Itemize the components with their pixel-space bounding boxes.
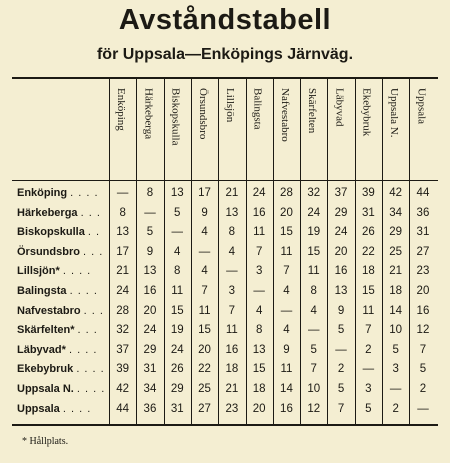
table-cell: — (307, 324, 320, 337)
table-cell: 7 (201, 285, 208, 297)
table-cell: 31 (170, 402, 184, 415)
table-row (12, 224, 438, 243)
column-header (164, 79, 191, 180)
table-cell: 31 (416, 226, 430, 239)
header-divider (12, 180, 438, 181)
table-cell: 5 (337, 324, 345, 337)
column-header (409, 79, 436, 180)
row-label-name: Biskopskulla (17, 226, 85, 239)
table-cell: 37 (116, 343, 130, 356)
row-label (17, 265, 91, 277)
table-cell: 24 (252, 187, 266, 199)
table-cell: 42 (389, 187, 403, 199)
column-header (300, 79, 327, 180)
table-cell: 2 (365, 343, 372, 356)
row-label (17, 305, 104, 317)
table-cell: 10 (307, 383, 321, 395)
table-cell: 4 (283, 324, 290, 337)
table-cell: 4 (201, 226, 208, 239)
table-cell: 28 (116, 304, 130, 317)
table-cell: 8 (119, 206, 126, 219)
table-cell: 4 (283, 285, 290, 297)
table-cell: — (280, 304, 293, 317)
row-label-name: Balingsta (17, 285, 67, 297)
row-label (17, 324, 98, 336)
row-label-leader-dots: . . . (83, 304, 104, 317)
table-cell: 5 (419, 363, 427, 376)
table-cell: 32 (307, 187, 321, 199)
table-cell: 19 (170, 324, 184, 337)
table-cell: 14 (389, 304, 403, 317)
row-label-leader-dots: . . . . (62, 402, 92, 415)
table-cell: 11 (198, 304, 211, 317)
table-cell: 8 (255, 324, 263, 337)
table-cell: 21 (225, 383, 239, 395)
table-cell: 44 (116, 402, 130, 415)
table-cell: 26 (170, 363, 184, 376)
table-cell: 32 (116, 324, 130, 337)
row-label-leader-dots: . . . . (76, 383, 106, 395)
table-cell: 8 (228, 226, 236, 239)
row-label-leader-dots: . . . . (70, 187, 99, 199)
table-cell: 8 (310, 285, 317, 297)
table-cell: 15 (252, 363, 266, 376)
table-cell: 29 (143, 343, 157, 356)
table-cell: 15 (361, 285, 375, 297)
table-cell: 2 (392, 402, 399, 415)
table-cell: 20 (198, 343, 211, 356)
row-label (17, 246, 103, 258)
column-header-label: Enköping (115, 88, 127, 131)
table-cell: 34 (143, 383, 157, 395)
table-cell: — (253, 285, 265, 297)
table-cell: 27 (416, 245, 430, 258)
table-cell: 18 (361, 265, 375, 278)
column-header (355, 79, 382, 180)
row-label-name: Läbyvad* (17, 343, 66, 356)
column-header (382, 79, 409, 180)
table-cell: 7 (310, 363, 317, 376)
table-row (12, 401, 438, 420)
row-label-name: Uppsala N. (17, 383, 74, 395)
table-cell: 39 (361, 187, 375, 199)
table-cell: 9 (283, 343, 290, 356)
row-label (17, 344, 97, 356)
row-label-name: Lillsjön* (17, 265, 60, 278)
row-label-leader-dots: . . (87, 226, 101, 239)
table-row (12, 185, 438, 204)
table-cell: 9 (337, 304, 345, 317)
table-cell: 14 (280, 383, 293, 395)
table-cell: 18 (389, 285, 403, 297)
table-cell: — (198, 245, 211, 258)
table-cell: 3 (255, 265, 263, 278)
table-row (12, 381, 438, 400)
table-cell: 2 (337, 363, 345, 376)
page-subtitle: för Uppsala—Enköpings Järnväg. (96, 46, 354, 63)
table-cell: 15 (170, 304, 184, 317)
table-cell: — (171, 226, 183, 239)
table-cell: 4 (228, 245, 236, 258)
table-cell: 11 (280, 245, 293, 258)
table-cell: 20 (416, 285, 430, 297)
column-header-label: Nafvestabro (278, 88, 291, 142)
row-label-name: Skärfelten* (17, 324, 75, 337)
table-cell: 12 (307, 402, 321, 415)
table-cell: 7 (337, 402, 345, 415)
row-label (17, 363, 105, 375)
table-cell: 17 (198, 187, 211, 199)
table-cell: 13 (225, 206, 239, 219)
table-cell: 13 (170, 187, 184, 199)
table-cell: 9 (201, 206, 208, 219)
table-cell: — (389, 383, 402, 395)
row-label (17, 187, 99, 199)
row-label (17, 285, 98, 297)
table-cell: 16 (252, 206, 266, 219)
table-cell: 11 (171, 285, 184, 297)
table-cell: 29 (389, 226, 403, 239)
row-label (17, 403, 91, 415)
table-cell: 16 (416, 304, 430, 317)
row-label (17, 383, 105, 395)
row-label-name: Uppsala (17, 402, 60, 415)
table-cell: 8 (146, 187, 154, 199)
table-cell: 13 (116, 226, 130, 239)
table-row (12, 361, 438, 380)
table-cell: 5 (174, 206, 181, 219)
table-cell: 3 (228, 285, 236, 297)
distance-table (12, 77, 438, 426)
table-cell: 12 (416, 324, 430, 337)
column-header (246, 79, 273, 180)
table-cell: 27 (198, 402, 211, 415)
table-cell: 5 (310, 343, 317, 356)
table-cell: 26 (361, 226, 375, 239)
row-label-leader-dots: . . . . (68, 343, 98, 356)
table-cell: — (417, 402, 429, 415)
table-cell: 13 (334, 285, 348, 297)
column-header-label: Skärfelten (306, 88, 319, 134)
table-cell: 5 (337, 383, 345, 395)
table-cell: 4 (201, 265, 208, 278)
table-cell: 11 (253, 226, 266, 239)
table-cell: — (226, 265, 238, 278)
table-cell: 31 (361, 206, 375, 219)
table-cell: 11 (225, 324, 238, 337)
row-label-leader-dots: . . . . (62, 265, 92, 278)
table-cell: 2 (419, 383, 427, 395)
table-cell: 10 (389, 324, 403, 337)
table-cell: 7 (419, 343, 427, 356)
column-header-label: Uppsala (415, 88, 428, 125)
table-cell: 13 (252, 343, 266, 356)
table-cell: — (144, 206, 156, 219)
table-row (12, 283, 438, 302)
table-cell: 31 (143, 363, 157, 376)
table-cell: 24 (307, 206, 321, 219)
table-cell: 4 (310, 304, 317, 317)
table-row (12, 244, 438, 263)
column-header (136, 79, 163, 180)
table-cell: 4 (174, 245, 181, 258)
table-cell: 11 (307, 265, 320, 278)
table-cell: 24 (170, 343, 184, 356)
table-cell: 16 (225, 343, 239, 356)
column-header-label: Läbyvad (333, 88, 346, 127)
table-row (12, 205, 438, 224)
table-cell: 8 (174, 265, 181, 278)
table-cell: 20 (252, 402, 266, 415)
table-cell: 29 (170, 383, 184, 395)
column-header-label: Lillsjön (224, 88, 237, 123)
table-cell: 5 (146, 226, 154, 239)
table-cell: 5 (392, 343, 399, 356)
column-header-label: Uppsala N. (388, 88, 400, 138)
table-cell: 28 (280, 187, 293, 199)
table-cell: 5 (365, 402, 372, 415)
table-cell: 44 (416, 187, 430, 199)
table-cell: 7 (283, 265, 290, 278)
row-label-leader-dots: . . . (80, 206, 101, 219)
table-cell: — (335, 343, 347, 356)
table-cell: 24 (334, 226, 348, 239)
row-label-leader-dots: . . . . (69, 285, 98, 297)
table-cell: 16 (143, 285, 157, 297)
table-cell: 18 (252, 383, 266, 395)
table-cell: 37 (334, 187, 348, 199)
table-cell: 9 (146, 245, 154, 258)
row-label-name: Enköping (17, 187, 68, 199)
row-label-name: Ekebybruk (17, 363, 74, 376)
table-cell: 19 (307, 226, 321, 239)
table-cell: 34 (389, 206, 403, 219)
table-cell: 21 (225, 187, 239, 199)
table-cell: 3 (392, 363, 399, 376)
table-cell: 16 (334, 265, 348, 278)
row-label-leader-dots: . . . . (76, 363, 105, 376)
table-cell: 18 (225, 363, 239, 376)
table-cell: 20 (280, 206, 293, 219)
table-cell: 15 (307, 245, 321, 258)
row-label (17, 226, 100, 238)
table-row (12, 322, 438, 341)
column-header-label: Härkeberga (142, 88, 155, 140)
table-cell: 7 (365, 324, 372, 337)
row-label-name: Örsundsbro (17, 245, 80, 258)
table-cell: 4 (255, 304, 263, 317)
table-cell: 36 (143, 402, 157, 415)
table-row (12, 303, 438, 322)
table-cell: 22 (198, 363, 211, 376)
table-cell: 24 (116, 285, 130, 297)
table-cell: 11 (280, 363, 293, 376)
table-cell: 7 (228, 304, 236, 317)
column-header (191, 79, 218, 180)
table-cell: 13 (143, 265, 157, 278)
column-header (109, 79, 136, 180)
column-header (218, 79, 245, 180)
column-header-label: Balingsta (251, 88, 264, 130)
table-cell: 29 (334, 206, 348, 219)
column-header-label: Ekebybruk (360, 88, 373, 137)
table-cell: 17 (116, 245, 130, 258)
row-label (17, 207, 101, 219)
table-cell: 42 (116, 383, 130, 395)
footnote: * Hållplats. (22, 436, 69, 447)
table-cell: 22 (361, 245, 375, 258)
table-cell: — (116, 187, 129, 199)
table-cell: 3 (365, 383, 372, 395)
table-cell: 7 (255, 245, 263, 258)
table-cell: 21 (389, 265, 403, 278)
table-row (12, 263, 438, 282)
table-cell: 24 (143, 324, 157, 337)
table-cell: 23 (225, 402, 239, 415)
row-label-name: Härkeberga (17, 206, 78, 219)
row-label-leader-dots: . . . (77, 324, 98, 337)
table-cell: 25 (198, 383, 211, 395)
page-title: Avståndstabell (118, 4, 332, 36)
column-header (273, 79, 300, 180)
table-cell: 39 (116, 363, 130, 376)
table-cell: 15 (280, 226, 293, 239)
table-cell: — (362, 363, 375, 376)
column-header-label: Örsundsbro (196, 88, 209, 140)
row-label-leader-dots: . . . (83, 245, 104, 258)
table-cell: 23 (416, 265, 430, 278)
table-cell: 15 (198, 324, 211, 337)
table-cell: 20 (334, 245, 348, 258)
table-cell: 20 (143, 304, 157, 317)
table-cell: 21 (116, 265, 130, 278)
table-cell: 36 (416, 206, 430, 219)
row-label-name: Nafvestabro (17, 304, 81, 317)
table-cell: 11 (362, 304, 375, 317)
table-cell: 16 (280, 402, 293, 415)
table-cell: 25 (389, 245, 403, 258)
column-header-label: Biskopskulla (169, 88, 182, 146)
column-header (327, 79, 354, 180)
table-row (12, 342, 438, 361)
